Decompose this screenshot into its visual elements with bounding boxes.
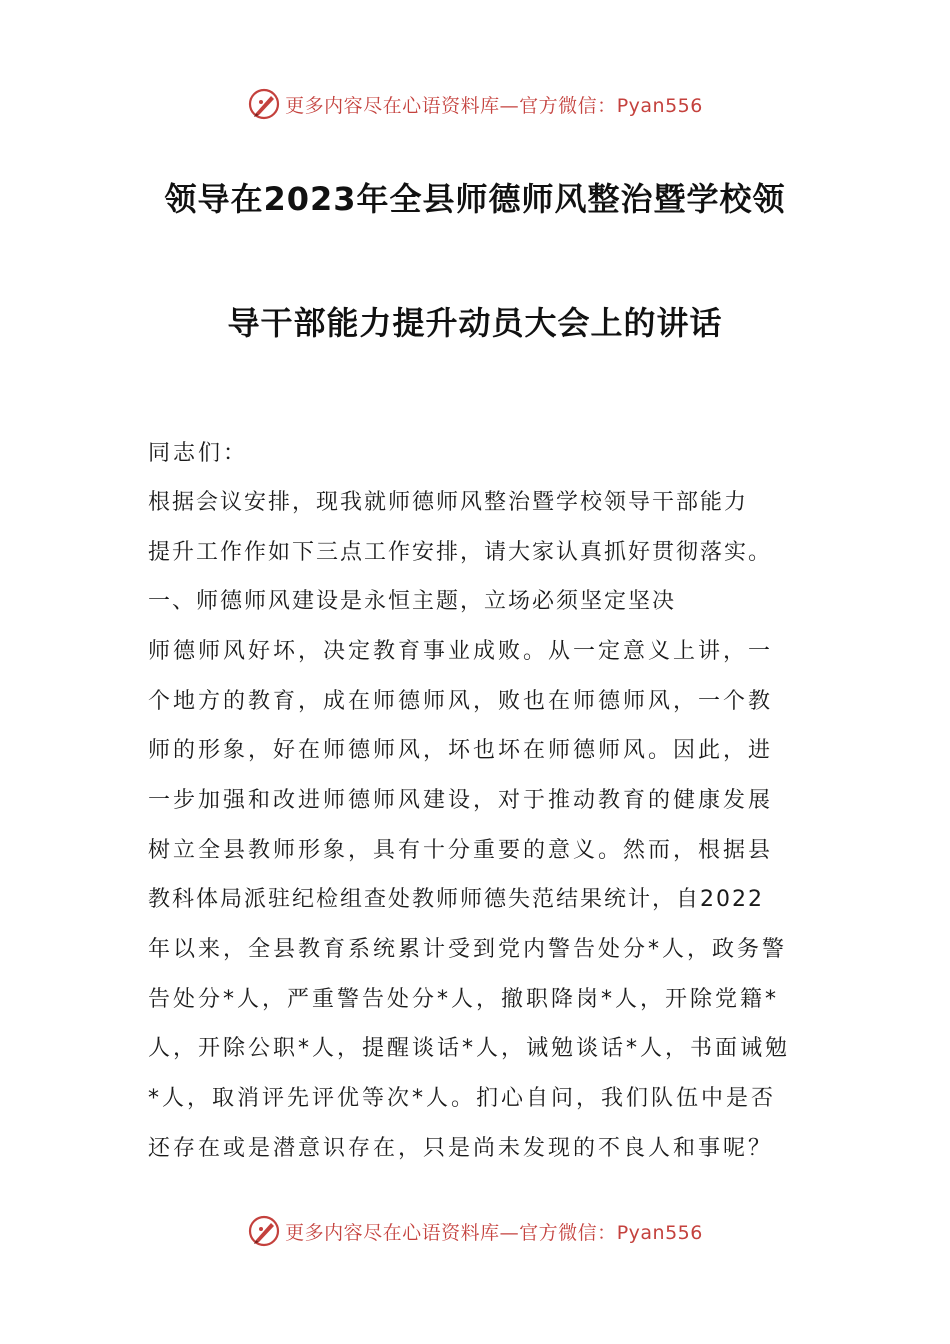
document-title-line-2: 导干部能力提升动员大会上的讲话 — [227, 304, 723, 342]
body-line: 师德师风好坏，决定教育事业成败。从一定意义上讲，一 — [148, 639, 774, 664]
footer-watermark-banner — [0, 1211, 950, 1251]
body-line: *人，取消评先评优等次*人。扪心自问，我们队伍中是否 — [148, 1086, 777, 1111]
body-line: 还存在或是潜意识存在，只是尚未发现的不良人和事呢？ — [148, 1136, 774, 1161]
body-line: 树立全县教师形象，具有十分重要的意义。然而，根据县 — [148, 838, 774, 863]
pen-circle-logo-icon — [247, 87, 281, 121]
body-line: 教科体局派驻纪检组查处教师师德失范结果统计，自2022 — [148, 887, 764, 912]
body-line: 告处分*人，严重警告处分*人，撤职降岗*人，开除党籍* — [148, 987, 780, 1012]
section-heading: 一、师德师风建设是永恒主题，立场必须坚定坚决 — [148, 589, 677, 614]
header-watermark-banner — [0, 84, 950, 124]
salutation: 同志们： — [148, 441, 249, 466]
pen-circle-logo-icon — [247, 1214, 281, 1248]
body-line: 提升工作作如下三点工作安排，请大家认真抓好贯彻落实。 — [148, 540, 773, 565]
document-title-line-1: 领导在2023年全县师德师风整治暨学校领 — [164, 180, 786, 218]
body-line: 师的形象，好在师德师风，坏也坏在师德师风。因此，进 — [148, 738, 774, 763]
body-line: 一步加强和改进师德师风建设，对于推动教育的健康发展 — [148, 788, 774, 813]
watermark-text: 更多内容尽在心语资料库—官方微信：Pyan556 — [285, 94, 703, 117]
body-line: 根据会议安排，现我就师德师风整治暨学校领导干部能力 — [148, 490, 749, 515]
watermark-text: 更多内容尽在心语资料库—官方微信：Pyan556 — [285, 1221, 703, 1244]
body-line: 人，开除公职*人，提醒谈话*人，诫勉谈话*人，书面诫勉 — [148, 1036, 791, 1061]
body-line: 个地方的教育，成在师德师风，败也在师德师风，一个教 — [148, 689, 774, 714]
body-line: 年以来，全县教育系统累计受到党内警告处分*人，政务警 — [148, 937, 788, 962]
